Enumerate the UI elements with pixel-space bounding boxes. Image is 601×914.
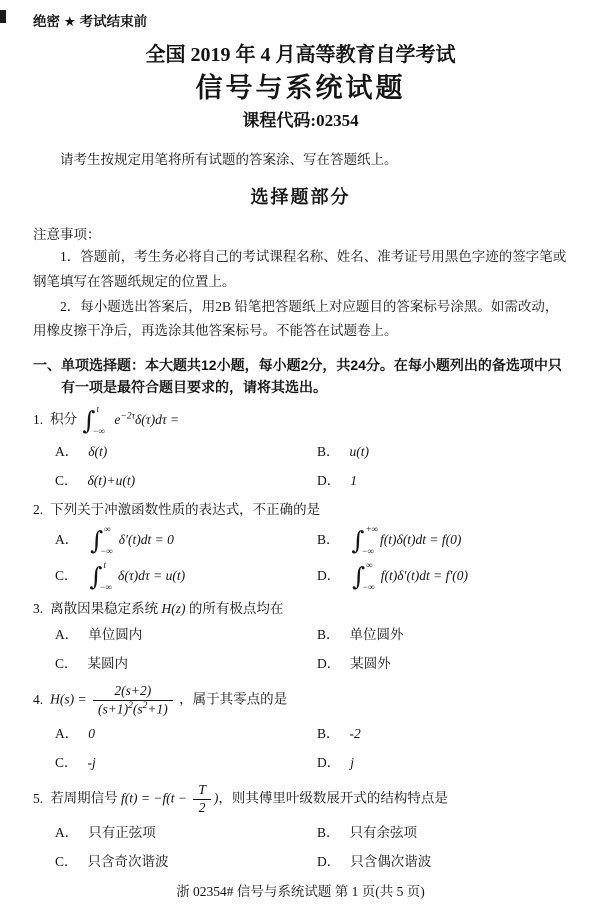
- integral-limits: [100, 523, 117, 556]
- option-a: [55, 440, 317, 464]
- question-4-formula-lhs: H(s) =: [50, 691, 87, 707]
- integral-limits: [362, 559, 379, 592]
- option-label: D．: [317, 853, 341, 869]
- question-3-formula: H(z): [161, 600, 186, 616]
- section-title: 选择题部分: [250, 187, 351, 208]
- option-value: u(t): [349, 444, 370, 460]
- note-2: 2．每小题选出答案后，用2B 铅笔把答题纸上对应题目的答案标号涂黑。如需改动，用橡皮擦干净后，再选涂其他答案标号。不能答在试题卷上。: [33, 298, 559, 339]
- option-value: δ(τ)dτ = u(t): [118, 568, 186, 584]
- question-4-number: 4.: [33, 691, 44, 707]
- question-5-formula-lhs: f(t) = −f(t −: [121, 790, 187, 806]
- fraction-numerator: T: [198, 782, 206, 798]
- option-value: 单位圆外: [349, 626, 404, 642]
- question-3-stem-post: 的所有极点均在: [188, 600, 284, 616]
- option-value: -j: [87, 755, 96, 771]
- integral-upper-limit: ∞: [104, 523, 111, 534]
- question-4-options: [55, 722, 568, 775]
- course-code: 课程代码:02354: [242, 111, 359, 131]
- option-label: B．: [317, 444, 340, 460]
- option-value: 某圆内: [87, 655, 129, 671]
- option-value: δ′(t)dt = 0: [118, 532, 174, 548]
- option-c: [55, 850, 317, 874]
- question-4-stem: [33, 683, 568, 718]
- option-d: [317, 652, 568, 676]
- option-value: -2: [349, 726, 361, 742]
- integral-upper-limit: t: [103, 559, 107, 570]
- question-5-options: [55, 821, 568, 874]
- question-4-stem-post: ，属于其零点的是: [179, 691, 288, 707]
- option-value: 只含奇次谐波: [87, 853, 169, 869]
- integral-lower-limit: −∞: [99, 581, 113, 592]
- option-b: [317, 821, 568, 845]
- option-label: C．: [55, 655, 78, 671]
- integral-limits: [361, 523, 379, 556]
- option-label: B．: [317, 726, 340, 742]
- exam-title-line2: 信号与系统试题: [195, 73, 406, 104]
- scan-artifact: [0, 10, 6, 23]
- integral-icon: ∫: [351, 525, 365, 555]
- option-a: [55, 623, 317, 647]
- option-d: [317, 850, 568, 874]
- option-c: [55, 561, 317, 592]
- secrecy-banner: 绝密 ★ 考试结束前: [33, 14, 148, 29]
- question-5: [33, 782, 568, 874]
- option-value: 只有余弦项: [349, 824, 418, 840]
- question-2-stem-text: 下列关于冲激函数性质的表达式，不正确的是: [50, 502, 321, 518]
- question-1-options: [55, 440, 568, 493]
- question-4: [33, 683, 568, 775]
- question-3-stem-pre: 离散因果稳定系统: [50, 600, 159, 616]
- option-a: [55, 525, 317, 556]
- integral-lower-limit: −∞: [92, 426, 106, 437]
- integral: [352, 561, 379, 592]
- question-3-options: [55, 623, 568, 676]
- option-c: [55, 469, 317, 493]
- integral-limits: [99, 559, 117, 592]
- question-1-stem: [33, 405, 568, 436]
- integral-icon: ∫: [90, 525, 104, 555]
- fraction: [93, 683, 173, 718]
- notes-title: 注意事项：: [33, 227, 101, 243]
- option-label: C．: [55, 473, 78, 489]
- option-label: A．: [55, 726, 79, 742]
- question-5-stem-pre: 若周期信号: [50, 790, 118, 806]
- option-b: [317, 525, 568, 556]
- option-value: 只含偶次谐波: [350, 853, 432, 869]
- note-1: 1．答题前，考生务必将自己的考试课程名称、姓名、准考证号用黑色字迹的签字笔或钢笔填写在答题纸规定的位置上。: [33, 249, 567, 289]
- integral-icon: ∫: [352, 561, 366, 591]
- integral-lower-limit: −∞: [362, 581, 375, 592]
- question-1-formula: $e^{-2\tau}\delta(\tau)d\tau$ =: [114, 411, 180, 428]
- integral-limits: [92, 404, 110, 437]
- option-d: [317, 469, 568, 493]
- option-label: D．: [317, 568, 341, 584]
- page-footer: 浙 02354# 信号与系统试题 第 1 页(共 5 页): [176, 883, 425, 899]
- fraction-denominator: $(s+1)^2(s^2+1)$: [93, 700, 173, 718]
- option-b: [317, 440, 568, 464]
- option-value: 只有正弦项: [88, 824, 156, 840]
- option-label: B．: [317, 532, 340, 548]
- option-label: D．: [317, 755, 341, 771]
- option-value: f(t)δ′(t)dt = f′(0): [380, 568, 469, 584]
- question-5-stem: [33, 782, 568, 817]
- option-label: D．: [317, 473, 341, 489]
- question-1-stem-text: 积分: [50, 412, 78, 428]
- question-1-number: 1.: [33, 412, 44, 428]
- integral: [90, 561, 117, 592]
- option-value: 单位圆内: [88, 626, 143, 642]
- option-value: δ(t): [88, 444, 108, 460]
- exam-title-line1: 全国 2019 年 4 月高等教育自学考试: [145, 44, 456, 67]
- option-b: [317, 722, 568, 746]
- option-label: D．: [317, 655, 341, 671]
- integral-upper-limit: +∞: [365, 523, 379, 534]
- option-value: 0: [88, 726, 95, 742]
- question-3: [33, 599, 568, 676]
- option-c: [55, 751, 317, 775]
- question-2-number: 2.: [33, 502, 44, 518]
- option-label: A．: [55, 532, 79, 548]
- option-a: [55, 722, 317, 746]
- integral-upper-limit: ∞: [366, 559, 373, 570]
- option-label: B．: [317, 626, 340, 642]
- option-label: A．: [55, 824, 79, 840]
- fraction-numerator: 2(s+2): [114, 682, 152, 698]
- fraction-denominator: 2: [193, 799, 211, 817]
- option-value: 某圆外: [350, 655, 391, 671]
- option-label: C．: [55, 568, 78, 584]
- integral-lower-limit: −∞: [361, 545, 375, 556]
- option-value: j: [350, 755, 355, 771]
- option-d: [317, 561, 568, 592]
- question-5-number: 5.: [33, 790, 44, 806]
- integral: [90, 525, 117, 556]
- fraction: [193, 782, 211, 817]
- option-label: C．: [55, 853, 78, 869]
- option-label: A．: [55, 626, 79, 642]
- question-5-stem-post: ，则其傅里叶级数展开式的结构特点是: [218, 790, 448, 806]
- integral-icon: ∫: [89, 561, 103, 591]
- integral-upper-limit: t: [96, 404, 100, 415]
- option-value: δ(t)+u(t): [87, 473, 136, 489]
- option-label: B．: [317, 824, 340, 840]
- option-label: A．: [55, 444, 79, 460]
- option-value: f(t)δ(t)dt = f(0): [380, 532, 462, 548]
- question-2-stem: [33, 500, 568, 520]
- question-2-options: [55, 525, 568, 592]
- integral-icon: ∫: [82, 406, 96, 436]
- question-1: [33, 405, 568, 493]
- option-c: [55, 652, 317, 676]
- integral: [352, 525, 379, 556]
- question-2: [33, 500, 568, 591]
- question-5-formula-rhs: ): [213, 790, 219, 806]
- part1-header: 一、单项选择题：本大题共12小题，每小题2分，共24分。在每小题列出的备选项中只有一项是最符合题目要求的，请将其选出。: [33, 356, 562, 396]
- answer-sheet-instruction: 请考生按规定用笔将所有试题的答案涂、写在答题纸上。: [60, 152, 398, 168]
- integral-lower-limit: −∞: [100, 545, 113, 556]
- integral: [83, 405, 110, 436]
- question-3-stem: [33, 599, 568, 619]
- question-3-number: 3.: [33, 600, 44, 616]
- option-value: 1: [350, 473, 357, 489]
- option-label: C．: [55, 755, 78, 771]
- option-b: [317, 623, 568, 647]
- option-a: [55, 821, 317, 845]
- option-d: [317, 751, 568, 775]
